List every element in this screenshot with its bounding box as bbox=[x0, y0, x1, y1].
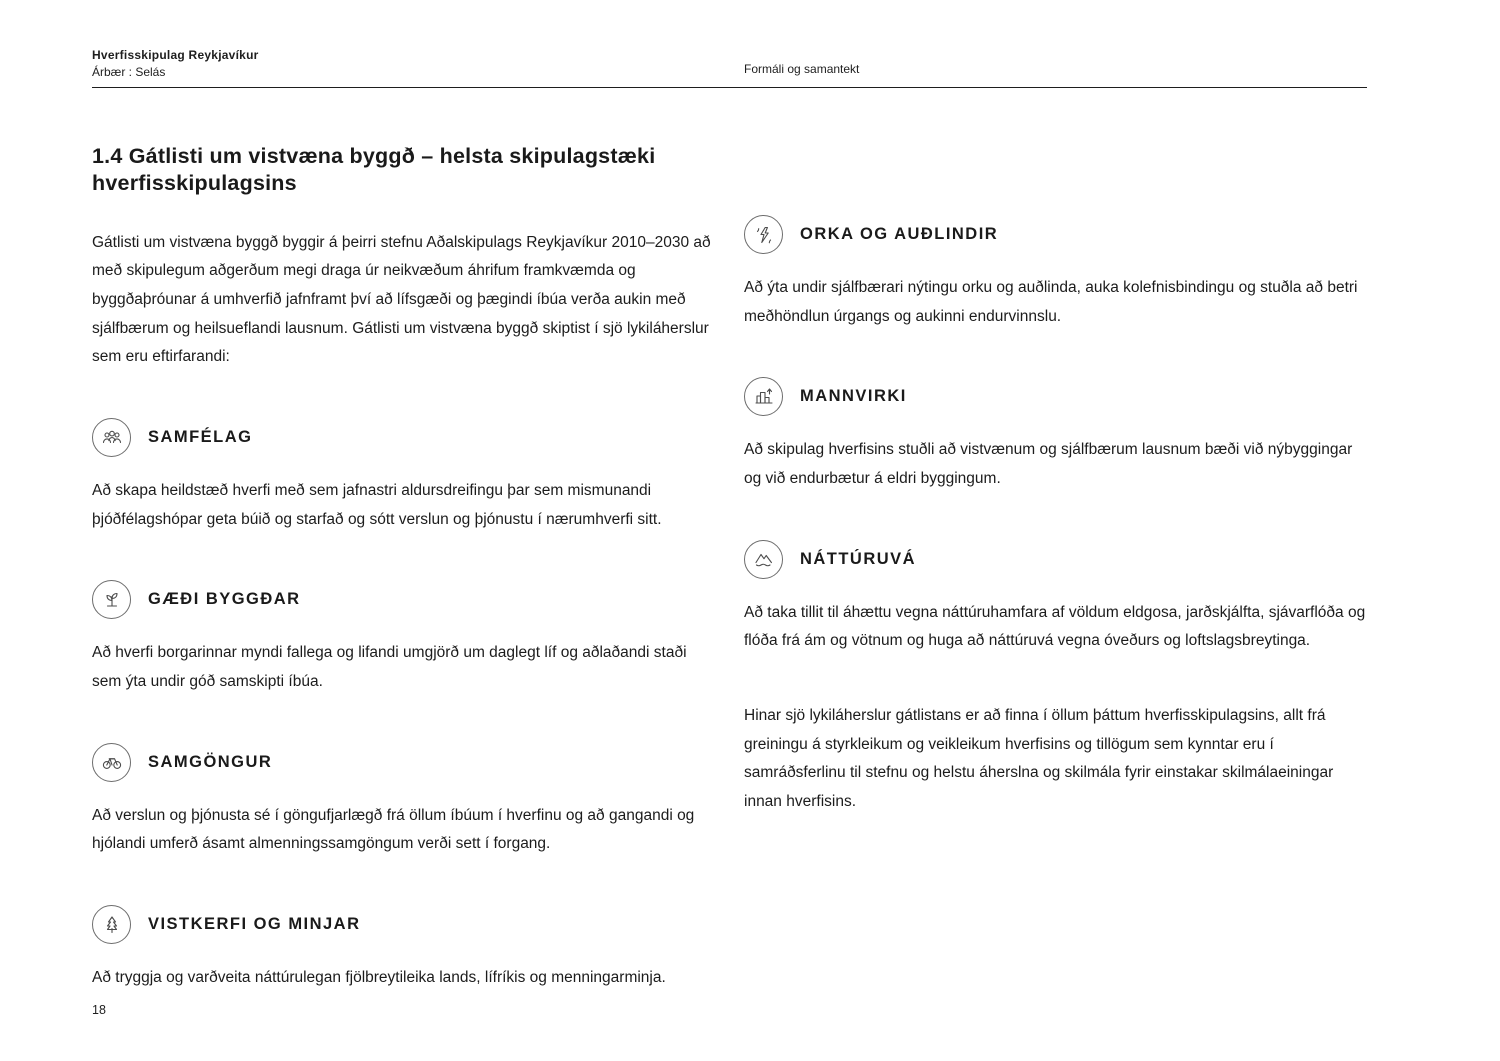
section-header bbox=[744, 377, 1368, 416]
section-heading: SAMFÉLAG bbox=[148, 428, 253, 447]
section-header bbox=[744, 540, 1368, 579]
section-header bbox=[92, 580, 712, 619]
left-column bbox=[92, 143, 712, 1039]
built-quality-icon bbox=[92, 580, 131, 619]
section-header bbox=[92, 743, 712, 782]
section-natturuva bbox=[744, 540, 1368, 656]
right-column bbox=[744, 215, 1368, 817]
intro-paragraph: Gátlisti um vistvæna byggð byggir á þeirri stefnu Aðalskipulags Reykjavíkur 2010–2030 að með skipulegum aðgerðum megi draga úr neikvæðum áhrifum framkvæmda og byggðaþróunar á umhverfið jafnframt því að lífsgæði og þægindi íbúa verða aukin með sjálfbærum og heilsueflandi lausnum. Gátlisti um vistvæna byggð skiptist í sjö lykiláherslur sem eru eftirfarandi: bbox=[92, 233, 711, 366]
page-title: 1.4 Gátlisti um vistvæna byggð – helsta skipulagstæki hverfisskipulagsins bbox=[92, 144, 656, 195]
energy-resources-icon bbox=[744, 215, 783, 254]
community-icon bbox=[92, 418, 131, 457]
document-subtitle: Árbær : Selás bbox=[92, 65, 166, 79]
section-body: Að tryggja og varðveita náttúrulegan fjölbreytileika lands, lífríkis og menningarminja. bbox=[92, 969, 666, 987]
section-gaedi-byggdar bbox=[92, 580, 712, 696]
section-body: Að skapa heildstæð hverfi með sem jafnastri aldursdreifingu þar sem mismunandi þjóðfélagshópar geta búið og starfað og sótt verslun og þjónustu í nærumhverfi sitt. bbox=[92, 482, 662, 528]
section-heading: SAMGÖNGUR bbox=[148, 752, 273, 771]
section-heading: ORKA OG AUÐLINDIR bbox=[800, 225, 999, 243]
section-body: Að verslun og þjónusta sé í göngufjarlægð frá öllum íbúum í hverfinu og að gangandi og hjólandi umferð ásamt almenningssamgöngum verði sett í forgang. bbox=[92, 806, 695, 853]
section-body: Að ýta undir sjálfbærari nýtingu orku og auðlinda, auka kolefnisbindingu og stuðla að betri meðhöndlun úrgangs og aukinni endurvinnslu. bbox=[744, 279, 1358, 325]
section-body: Að hverfi borgarinnar myndi fallega og lifandi umgjörð um daglegt líf og aðlaðandi staði sem ýta undir góð samskipti íbúa. bbox=[92, 644, 687, 691]
section-heading: GÆÐI BYGGÐAR bbox=[148, 590, 301, 609]
section-header bbox=[92, 418, 712, 457]
header-left bbox=[92, 48, 259, 79]
section-header bbox=[92, 905, 712, 944]
ecosystem-heritage-icon bbox=[92, 905, 131, 944]
section-heading: NÁTTÚRUVÁ bbox=[800, 549, 917, 568]
section-body: Að taka tillit til áhættu vegna náttúruhamfara af völdum eldgosa, jarðskjálfta, sjávarflóða og flóða frá ám og vötnum og huga að náttúruvá vegna óveðurs og loftslagsbreytinga. bbox=[744, 603, 1366, 650]
section-samgongur bbox=[92, 743, 712, 859]
natural-hazards-icon bbox=[744, 540, 783, 579]
closing-paragraph: Hinar sjö lykiláherslur gátlistans er að finna í öllum þáttum hverfisskipulagsins, allt frá greiningu á styrkleikum og veikleikum hverfisins og tillögum sem kynntar eru í samráðsferlinu til stefnu og helstu áherslna og skilmála fyrir einstakar skilmálaeiningar innan hverfisins. bbox=[744, 707, 1334, 811]
header-section-label: Formáli og samantekt bbox=[744, 62, 860, 76]
structures-icon bbox=[744, 377, 783, 416]
section-heading: VISTKERFI OG MINJAR bbox=[148, 915, 361, 934]
header-divider bbox=[92, 87, 1367, 88]
section-body: Að skipulag hverfisins stuðli að vistvænum og sjálfbærum lausnum bæði við nýbyggingar og við endurbætur á eldri byggingum. bbox=[744, 441, 1353, 488]
section-mannvirki bbox=[744, 377, 1368, 493]
section-vistkerfi-og-minjar bbox=[92, 905, 712, 993]
section-samfelag bbox=[92, 418, 712, 534]
section-header bbox=[744, 215, 1368, 254]
document-title: Hverfisskipulag Reykjavíkur bbox=[92, 48, 259, 62]
section-heading: MANNVIRKI bbox=[800, 387, 907, 406]
page-number: 18 bbox=[92, 1003, 106, 1017]
transport-icon bbox=[92, 743, 131, 782]
section-orka-og-audlindir bbox=[744, 215, 1368, 331]
